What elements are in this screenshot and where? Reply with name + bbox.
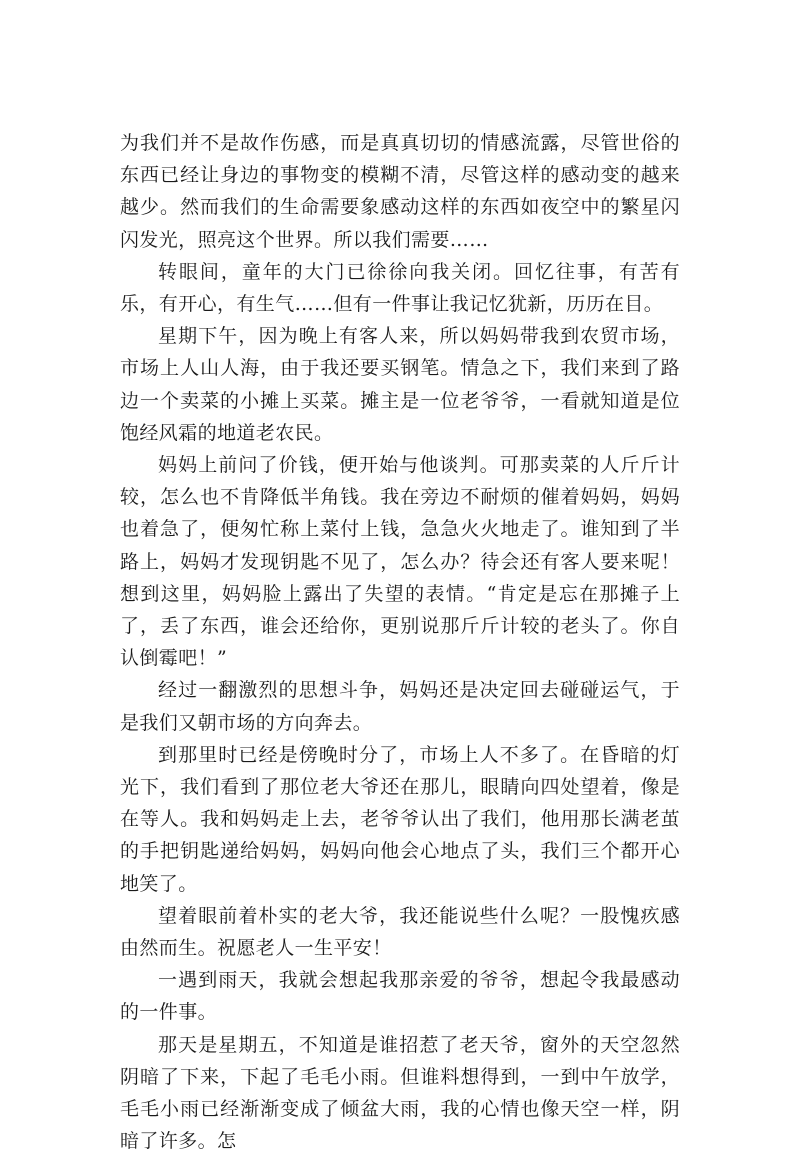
paragraph-7: 望着眼前着朴实的老大爷，我还能说些什么呢？一股愧疚感由然而生。祝愿老人一生平安！ [120, 904, 680, 960]
paragraph-3: 星期下午，因为晚上有客人来，所以妈妈带我到农贸市场，市场上人山人海，由于我还要买钢笔。情急之下，我们来到了路边一个卖菜的小摊上买菜。摊主是一位老爷爷，一看就知道是位饱经风霜的地道老农民。 [120, 325, 680, 444]
paragraph-4: 妈妈上前问了价钱，便开始与他谈判。可那卖菜的人斤斤计较，怎么也不肯降低半角钱。我在旁边不耐烦的催着妈妈，妈妈也着急了，便匆忙称上菜付上钱，急急火火地走了。谁知到了半路上，妈妈才发现钥匙不见了，怎么办？待会还有客人要来呢！想到这里，妈妈脸上露出了失望的表情。“肯定是忘在那摊子上了，丢了东西，谁会还给你，更别说那斤斤计较的老头了。你自认倒霉吧！” [120, 454, 680, 670]
paragraph-9: 那天是星期五，不知道是谁招惹了老天爷，窗外的天空忽然阴暗了下来，下起了毛毛小雨。但谁料想得到，一到中午放学，毛毛小雨已经渐渐变成了倾盆大雨，我的心情也像天空一样，阴暗了许多。怎 [120, 1033, 680, 1153]
paragraph-5: 经过一翻激烈的思想斗争，妈妈还是决定回去碰碰运气，于是我们又朝市场的方向奔去。 [120, 679, 680, 734]
document-page [120, 127, 680, 1158]
paragraph-2: 转眼间，童年的大门已徐徐向我关闭。回忆往事，有苦有乐，有开心，有生气……但有一件事让我记忆犹新，历历在目。 [120, 260, 680, 316]
paragraph-8: 一遇到雨天，我就会想起我那亲爱的爷爷，想起令我最感动的一件事。 [120, 969, 680, 1024]
paragraph-1: 为我们并不是故作伤感，而是真真切切的情感流露，尽管世俗的东西已经让身边的事物变的模糊不清，尽管这样的感动变的越来越少。然而我们的生命需要象感动这样的东西如夜空中的繁星闪闪发光，照亮这个世界。所以我们需要…… [120, 132, 680, 251]
paragraph-6: 到那里时已经是傍晚时分了，市场上人不多了。在昏暗的灯光下，我们看到了那位老大爷还在那儿，眼睛向四处望着，像是在等人。我和妈妈走上去，老爷爷认出了我们，他用那长满老茧的手把钥匙递给妈妈，妈妈向他会心地点了头，我们三个都开心地笑了。 [120, 743, 680, 895]
